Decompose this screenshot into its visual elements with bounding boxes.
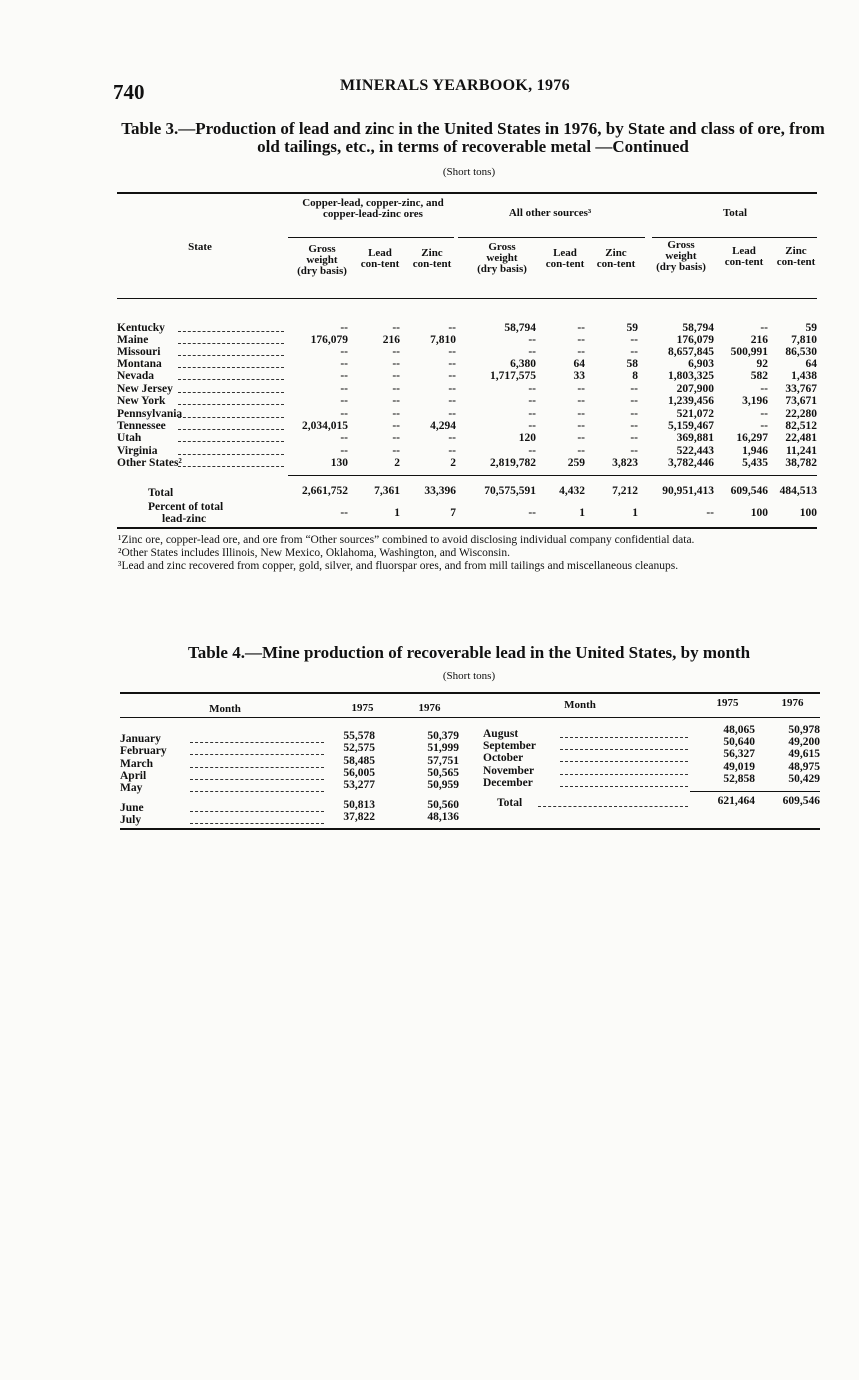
- table4-total-1976: 609,546: [782, 795, 820, 807]
- table3-cell: --: [392, 445, 400, 457]
- table3-cell: 259: [567, 457, 585, 469]
- table3-total-rule: [288, 475, 817, 476]
- table3-cell: 38,782: [785, 457, 817, 469]
- table3-cell: --: [577, 395, 585, 407]
- table4-value-1976: 50,560: [427, 799, 459, 811]
- table3-cell: 207,900: [676, 383, 714, 395]
- table4-header-rule: [120, 717, 820, 718]
- table4-month: July: [120, 814, 142, 826]
- table4-value-1975: 50,640: [723, 736, 755, 748]
- table4-bottom-rule: [120, 828, 820, 830]
- table3-cell: --: [760, 383, 768, 395]
- table3-cell: --: [630, 334, 638, 346]
- table3-cell: --: [528, 420, 536, 432]
- table3-row-state: Maine: [117, 334, 149, 346]
- table3-cell: 3,782,446: [668, 457, 714, 469]
- table3-cell: --: [630, 383, 638, 395]
- table3-title: Table 3.—Production of lead and zinc in the United States in 1976, by State and class of ore, from old tailings, etc., in terms of recoverable metal —Continued: [121, 119, 825, 156]
- table3-cell: 3,196: [742, 395, 768, 407]
- table4-value-1975: 48,065: [723, 724, 755, 736]
- table3-cell: --: [392, 408, 400, 420]
- dot-leader: [178, 417, 284, 418]
- table3-cell: 216: [750, 334, 768, 346]
- table3-cell: 120: [518, 432, 536, 444]
- table4-month: April: [120, 770, 147, 782]
- table3-cell: --: [760, 408, 768, 420]
- table3-cell: 8,657,845: [668, 346, 714, 358]
- table3-cell: --: [448, 358, 456, 370]
- dot-leader: [178, 392, 284, 393]
- table4-value-1975: 50,813: [343, 799, 375, 811]
- table3-row-state: Montana: [117, 358, 162, 370]
- table3-top-rule: [117, 192, 817, 194]
- table3-cell: --: [577, 383, 585, 395]
- gross-header-3: Gross weight (dry basis): [656, 239, 706, 273]
- table3-percent-cell: 1: [394, 507, 400, 519]
- table3-cell: --: [392, 420, 400, 432]
- dot-leader: [178, 454, 284, 455]
- table4-month: January: [120, 733, 161, 745]
- dot-leader: [178, 343, 284, 344]
- table3-cell: --: [630, 420, 638, 432]
- table3-cell: --: [340, 370, 348, 382]
- table4-value-1976: 50,978: [788, 724, 820, 736]
- footnote-1: ¹Zinc ore, copper-lead ore, and ore from “Other sources” combined to avoid disclosing individual company confidential data.: [118, 534, 695, 546]
- table4-total-1975: 621,464: [717, 795, 755, 807]
- table3-cell: 500,991: [730, 346, 768, 358]
- table3-total-cell: 33,396: [424, 485, 456, 497]
- table3-row-state: Kentucky: [117, 322, 165, 334]
- table3-cell: 176,079: [676, 334, 714, 346]
- table3-cell: 1,438: [791, 370, 817, 382]
- table3-cell: 4,294: [430, 420, 456, 432]
- table3-cell: --: [392, 358, 400, 370]
- table3-cell: --: [577, 432, 585, 444]
- table3-cell: --: [528, 408, 536, 420]
- table4-value-1975: 58,485: [343, 755, 375, 767]
- table3-cell: 6,380: [510, 358, 536, 370]
- table3-cell: 130: [330, 457, 348, 469]
- lead-header-3: Lead con-tent: [724, 245, 764, 268]
- dot-leader: [190, 823, 324, 824]
- table3-row-state: Other States²: [117, 457, 182, 469]
- table3-group2-header: All other sources³: [508, 207, 592, 219]
- table4-value-1975: 55,578: [343, 730, 375, 742]
- table4-value-1976: 49,200: [788, 736, 820, 748]
- table4-value-1976: 50,379: [427, 730, 459, 742]
- table4-value-1976: 50,959: [427, 779, 459, 791]
- table3-cell: 73,671: [785, 395, 817, 407]
- table3-cell: 11,241: [786, 445, 817, 457]
- table3-cell: 59: [626, 322, 638, 334]
- table3-row-state: New Jersey: [117, 383, 173, 395]
- table3-cell: 1,239,456: [668, 395, 714, 407]
- table4-value-1976: 51,999: [427, 742, 459, 754]
- table3-cell: 59: [805, 322, 817, 334]
- table3-cell: 2,034,015: [302, 420, 348, 432]
- table3-cell: 1,803,325: [668, 370, 714, 382]
- table4-month: March: [120, 758, 154, 770]
- table4-value-1975: 53,277: [343, 779, 375, 791]
- table3-cell: --: [340, 395, 348, 407]
- table3-cell: 86,530: [785, 346, 817, 358]
- table3-cell: --: [630, 445, 638, 457]
- table4-value-1975: 56,327: [723, 748, 755, 760]
- table3-cell: --: [630, 395, 638, 407]
- table3-percent-label-2: lead-zinc: [162, 513, 207, 525]
- table3-cell: --: [392, 322, 400, 334]
- zinc-header-3: Zinc con-tent: [776, 245, 816, 268]
- gross-header-1: Gross weight (dry basis): [297, 243, 347, 277]
- table3-cell: --: [760, 420, 768, 432]
- table3-cell: --: [577, 445, 585, 457]
- table3-percent-cell: --: [340, 507, 348, 519]
- table3-cell: 58,794: [682, 322, 714, 334]
- table3-cell: --: [448, 432, 456, 444]
- table4-value-1975: 56,005: [343, 767, 375, 779]
- table3-cell: 64: [573, 358, 585, 370]
- table4-month: November: [483, 765, 535, 777]
- table3-cell: 6,903: [688, 358, 714, 370]
- running-head: MINERALS YEARBOOK, 1976: [340, 77, 570, 94]
- table3-row-state: Pennsylvania: [117, 408, 183, 420]
- dot-leader: [178, 355, 284, 356]
- dot-leader: [178, 367, 284, 368]
- table3-row-state: Virginia: [117, 445, 158, 457]
- table3-cell: 7,810: [791, 334, 817, 346]
- table3-cell: --: [340, 383, 348, 395]
- table3-cell: 369,881: [676, 432, 714, 444]
- table3-group2-rule: [458, 237, 645, 238]
- table3-percent-cell: --: [706, 507, 714, 519]
- table3-group3-header: Total: [722, 207, 748, 219]
- table3-cell: --: [630, 432, 638, 444]
- dot-leader: [538, 806, 688, 807]
- table3-cell: --: [577, 420, 585, 432]
- footnote-2: ²Other States includes Illinois, New Mexico, Oklahoma, Washington, and Wisconsin.: [118, 547, 510, 559]
- table3-cell: --: [528, 383, 536, 395]
- table3-cell: --: [340, 358, 348, 370]
- table4-1975-header-right: 1975: [716, 697, 739, 709]
- table3-total-label: Total: [148, 487, 174, 499]
- table3-header-rule: [117, 298, 817, 299]
- table3-percent-cell: 1: [579, 507, 585, 519]
- table4-month: October: [483, 752, 524, 764]
- table3-cell: --: [340, 432, 348, 444]
- table3-cell: 582: [750, 370, 768, 382]
- table3-cell: --: [392, 432, 400, 444]
- table3-cell: --: [448, 395, 456, 407]
- lead-header-1: Lead con-tent: [360, 247, 400, 270]
- table3-cell: --: [528, 346, 536, 358]
- table4-value-1975: 49,019: [723, 761, 755, 773]
- table4-top-rule: [120, 692, 820, 694]
- zinc-header-2: Zinc con-tent: [596, 247, 636, 270]
- table3-cell: 22,481: [785, 432, 817, 444]
- table3-cell: --: [448, 346, 456, 358]
- dot-leader: [178, 404, 284, 405]
- table4-month-header-left: Month: [209, 703, 241, 715]
- dot-leader: [560, 786, 688, 787]
- table4-total-rule: [690, 791, 820, 792]
- table3-cell: --: [760, 322, 768, 334]
- table3-cell: --: [340, 346, 348, 358]
- table3-cell: 16,297: [736, 432, 768, 444]
- table3-cell: --: [528, 445, 536, 457]
- table3-cell: --: [577, 334, 585, 346]
- table3-cell: 216: [382, 334, 400, 346]
- table3-percent-cell: 100: [799, 507, 817, 519]
- dot-leader: [178, 379, 284, 380]
- table3-cell: --: [577, 408, 585, 420]
- table3-total-cell: 484,513: [779, 485, 817, 497]
- table3-row-state: Tennessee: [117, 420, 166, 432]
- table4-value-1976: 50,565: [427, 767, 459, 779]
- gross-header-2: Gross weight (dry basis): [477, 241, 527, 275]
- zinc-header-1: Zinc con-tent: [412, 247, 452, 270]
- table3-cell: --: [448, 322, 456, 334]
- table3-total-cell: 2,661,752: [302, 485, 348, 497]
- table3-cell: 8: [632, 370, 638, 382]
- table4-total-label: Total: [497, 797, 523, 809]
- table3-cell: --: [528, 395, 536, 407]
- table3-cell: --: [340, 408, 348, 420]
- table3-cell: 92: [756, 358, 768, 370]
- table3-cell: 521,072: [676, 408, 714, 420]
- dot-leader: [178, 331, 284, 332]
- table3-cell: 2,819,782: [490, 457, 536, 469]
- table4-month: December: [483, 777, 533, 789]
- table3-row-state: Nevada: [117, 370, 155, 382]
- table3-total-cell: 7,361: [374, 485, 400, 497]
- table4-value-1975: 52,858: [723, 773, 755, 785]
- table3-cell: --: [577, 322, 585, 334]
- table3-cell: 58: [626, 358, 638, 370]
- table3-percent-cell: 100: [750, 507, 768, 519]
- table3-cell: 1,946: [742, 445, 768, 457]
- table3-total-cell: 4,432: [559, 485, 585, 497]
- table4-1976-header-left: 1976: [418, 702, 441, 714]
- table4-value-1976: 48,975: [788, 761, 820, 773]
- table3-row-state: New York: [117, 395, 166, 407]
- table3-total-cell: 70,575,591: [484, 485, 536, 497]
- table3-footnotes: [118, 534, 820, 573]
- table4-value-1976: 48,136: [427, 811, 459, 823]
- table3-percent-cell: 7: [450, 507, 456, 519]
- dot-leader: [178, 466, 284, 467]
- table3-state-header: State: [188, 241, 212, 253]
- table3-cell: --: [448, 383, 456, 395]
- table4-month: September: [483, 740, 537, 752]
- table4-value-1976: 57,751: [427, 755, 459, 767]
- table3-cell: --: [392, 383, 400, 395]
- dot-leader: [178, 441, 284, 442]
- footnote-3: ³Lead and zinc recovered from copper, gold, silver, and fluorspar ores, and from mill tailings and miscellaneous cleanups.: [118, 560, 679, 572]
- table3-cell: 176,079: [310, 334, 348, 346]
- table4-month: February: [120, 745, 167, 757]
- table3-cell: --: [340, 322, 348, 334]
- table4-1975-header-left: 1975: [351, 702, 374, 714]
- table3-percent-cell: --: [528, 507, 536, 519]
- table3-cell: 33,767: [785, 383, 817, 395]
- table3-row-state: Missouri: [117, 346, 161, 358]
- page-number: 740: [113, 80, 145, 104]
- table4-month: August: [483, 728, 519, 740]
- table3-unit: (Short tons): [442, 166, 496, 178]
- table3-cell: --: [340, 445, 348, 457]
- table3-cell: 64: [805, 358, 817, 370]
- table3-cell: 5,435: [742, 457, 768, 469]
- dot-leader: [190, 791, 324, 792]
- table4-value-1975: 52,575: [343, 742, 375, 754]
- table3-cell: 522,443: [676, 445, 714, 457]
- table3-cell: --: [577, 346, 585, 358]
- table4-month: May: [120, 782, 143, 794]
- table3-cell: 33: [573, 370, 585, 382]
- table3-total-cell: 609,546: [730, 485, 768, 497]
- table4-1976-header-right: 1976: [781, 697, 804, 709]
- table4-title: Table 4.—Mine production of recoverable lead in the United States, by month: [187, 643, 751, 662]
- table3-cell: 22,280: [785, 408, 817, 420]
- table3-row-state: Utah: [117, 432, 142, 444]
- table3-cell: 7,810: [430, 334, 456, 346]
- table3-percent-cell: 1: [632, 507, 638, 519]
- table3-cell: --: [448, 370, 456, 382]
- lead-header-2: Lead con-tent: [545, 247, 585, 270]
- table3-total-cell: 90,951,413: [662, 485, 714, 497]
- table3-cell: --: [528, 334, 536, 346]
- table3-cell: --: [630, 346, 638, 358]
- table3-group3-rule: [652, 237, 817, 238]
- table3-cell: 2: [450, 457, 456, 469]
- table3-total-cell: 7,212: [612, 485, 638, 497]
- table3-cell: 5,159,467: [668, 420, 714, 432]
- table4-value-1976: 49,615: [788, 748, 820, 760]
- table3-cell: 3,823: [612, 457, 638, 469]
- table3-cell: --: [392, 346, 400, 358]
- table4-month-header-right: Month: [564, 699, 596, 711]
- table4-unit: (Short tons): [442, 670, 496, 682]
- table3-cell: --: [392, 395, 400, 407]
- table3-cell: --: [630, 408, 638, 420]
- table3-cell: 82,512: [785, 420, 817, 432]
- table3-cell: 58,794: [504, 322, 536, 334]
- table4-value-1975: 37,822: [343, 811, 375, 823]
- table3-cell: --: [448, 408, 456, 420]
- table4-value-1976: 50,429: [788, 773, 820, 785]
- table3-cell: --: [392, 370, 400, 382]
- table3-cell: --: [448, 445, 456, 457]
- table3-cell: 1,717,575: [490, 370, 536, 382]
- table3-group1-header: Copper-lead, copper-zinc, and copper-lead-zinc ores: [302, 197, 444, 220]
- dot-leader: [178, 429, 284, 430]
- table4-month: June: [120, 802, 144, 814]
- table3-group1-rule: [288, 237, 454, 238]
- table3-bottom-rule: [117, 527, 817, 529]
- table3-cell: 2: [394, 457, 400, 469]
- table3-percent-label-1: Percent of total: [148, 501, 224, 513]
